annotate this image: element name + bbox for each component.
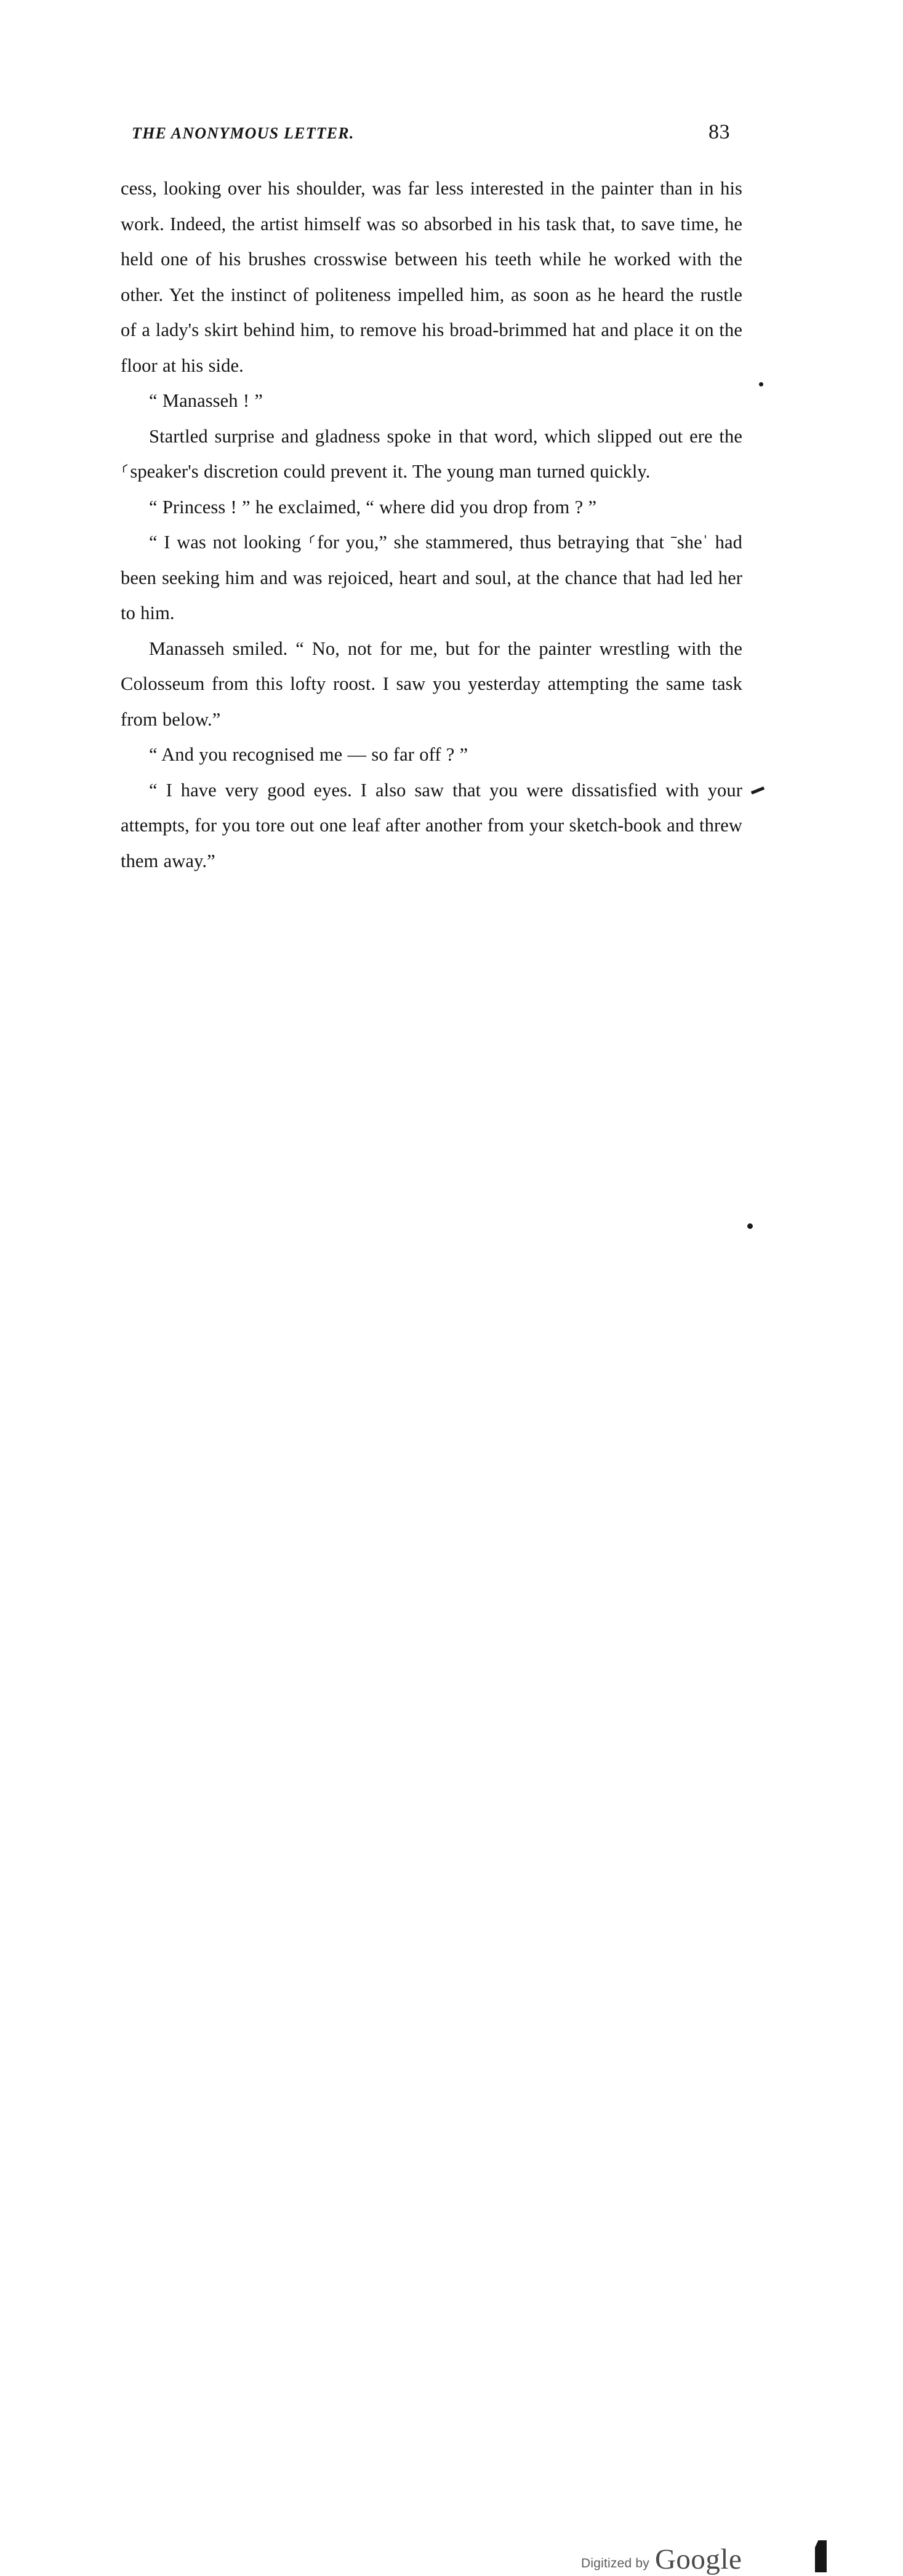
paragraph: “ And you recognised me — so far off ? ” [149, 744, 468, 765]
running-head-title: THE ANONYMOUS LETTER. [132, 124, 355, 142]
google-wordmark: Google [654, 2543, 742, 2575]
scan-mark-icon [751, 786, 765, 794]
paragraph: Manasseh smiled. “ No, not for me, but for the painter wrestling with the Colosseum from this lofty roost. I saw you yesterday attempting the same task from below.” [121, 638, 742, 730]
running-head [121, 121, 742, 144]
paragraph: cess, looking over his shoulder, was far less interested in the painter than in his work. Indeed, the artist himself was so absorbed in his task that, to save time, he held one of his brushes crosswise between his teeth while he worked with the other. Yet the instinct of politeness impelled him, as soon as he heard the rustle of a lady's skirt behind him, to remove his broad-brimmed hat and place it on the floor at his side. [121, 178, 742, 376]
scan-speck-icon [759, 382, 763, 386]
page-footer [0, 1268, 903, 2575]
paragraph: “ I have very good eyes. I also saw that you were dissatisfied with your attempts, for you tore out one leaf after another from your sketch-book and threw them away.” [121, 779, 742, 871]
page-edge-marker-icon [815, 2540, 827, 2572]
digitized-by-label: Digitized by [581, 2556, 649, 2570]
digitized-by-google-badge [581, 2543, 742, 2576]
page-number: 83 [708, 121, 730, 143]
paragraph: “ Manasseh ! ” [149, 390, 263, 411]
paragraph: “ Princess ! ” he exclaimed, “ where did you drop from ? ” [149, 496, 597, 518]
text-column [121, 121, 742, 879]
paragraph: “ I was not looking ⸂for you,” she stammered, thus betraying that ˉsheˈ had been seeking him and was rejoiced, heart and soul, at the chance that had led her to him. [121, 532, 742, 623]
paragraph: Startled surprise and gladness spoke in that word, which slipped out ere the ⸂speaker's discretion could prevent it. The young man turned quickly. [121, 425, 742, 482]
scan-speck-icon [747, 1223, 753, 1229]
